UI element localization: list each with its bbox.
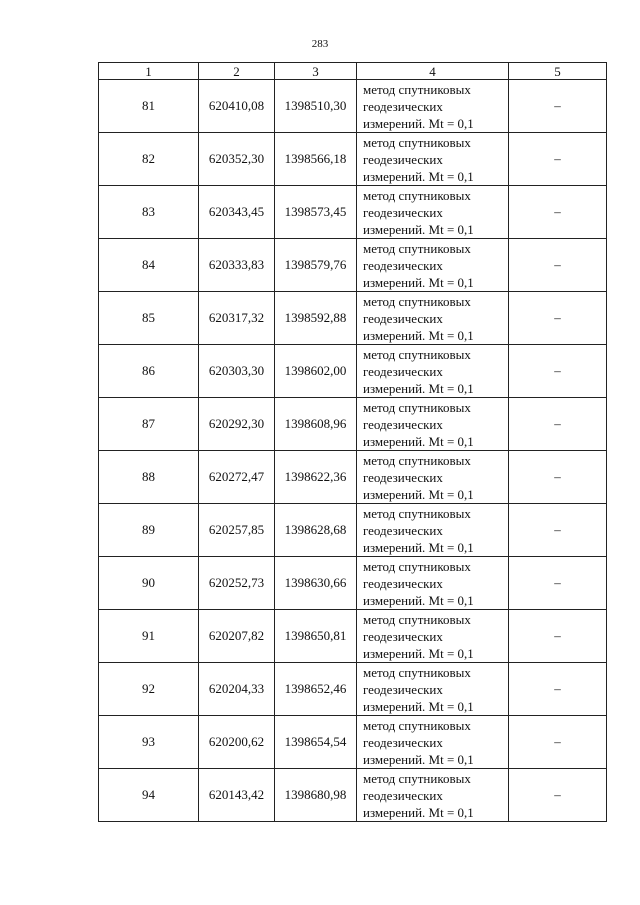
- method-cell: [357, 292, 509, 345]
- table-row: [99, 610, 607, 663]
- x-coordinate-cell: 620272,47: [199, 451, 275, 504]
- note-cell: –: [509, 663, 607, 716]
- method-text-line: геодезических: [363, 204, 443, 220]
- method-text-line: метод спутниковых: [363, 505, 471, 521]
- method-cell: [357, 345, 509, 398]
- method-cell: [357, 133, 509, 186]
- point-number-cell: 83: [99, 186, 199, 239]
- y-coordinate-cell: 1398602,00: [275, 345, 357, 398]
- y-coordinate-cell: 1398510,30: [275, 80, 357, 133]
- method-text-line: метод спутниковых: [363, 346, 471, 362]
- note-cell: –: [509, 716, 607, 769]
- y-coordinate-cell: 1398650,81: [275, 610, 357, 663]
- page-number: 283: [311, 38, 329, 50]
- table-row: [99, 557, 607, 610]
- point-number-cell: 88: [99, 451, 199, 504]
- method-text-line: метод спутниковых: [363, 611, 471, 627]
- y-coordinate-cell: 1398630,66: [275, 557, 357, 610]
- note-cell: –: [509, 451, 607, 504]
- y-coordinate-cell: 1398628,68: [275, 504, 357, 557]
- method-cell: [357, 663, 509, 716]
- method-text-line: измерений. Mt = 0,1: [363, 645, 474, 661]
- point-number-cell: 84: [99, 239, 199, 292]
- point-number-cell: 85: [99, 292, 199, 345]
- x-coordinate-cell: 620143,42: [199, 769, 275, 822]
- method-text-line: измерений. Mt = 0,1: [363, 592, 474, 608]
- y-coordinate-cell: 1398622,36: [275, 451, 357, 504]
- point-number-cell: 87: [99, 398, 199, 451]
- x-coordinate-cell: 620410,08: [199, 80, 275, 133]
- x-coordinate-cell: 620292,30: [199, 398, 275, 451]
- method-text-line: метод спутниковых: [363, 664, 471, 680]
- y-coordinate-cell: 1398680,98: [275, 769, 357, 822]
- method-cell: [357, 451, 509, 504]
- point-number-cell: 89: [99, 504, 199, 557]
- x-coordinate-cell: 620207,82: [199, 610, 275, 663]
- table-header-row: [99, 63, 607, 80]
- method-text-line: измерений. Mt = 0,1: [363, 274, 474, 290]
- method-cell: [357, 504, 509, 557]
- method-text-line: геодезических: [363, 363, 443, 379]
- x-coordinate-cell: 620252,73: [199, 557, 275, 610]
- method-cell: [357, 610, 509, 663]
- point-number-cell: 93: [99, 716, 199, 769]
- x-coordinate-cell: 620317,32: [199, 292, 275, 345]
- y-coordinate-cell: 1398566,18: [275, 133, 357, 186]
- table-row: [99, 345, 607, 398]
- method-text-line: метод спутниковых: [363, 399, 471, 415]
- column-header-4: 4: [357, 63, 509, 80]
- method-text-line: геодезических: [363, 469, 443, 485]
- method-text-line: метод спутниковых: [363, 134, 471, 150]
- column-header-5: 5: [509, 63, 607, 80]
- table-row: [99, 292, 607, 345]
- coordinates-table: [98, 62, 607, 822]
- note-cell: –: [509, 769, 607, 822]
- table-row: [99, 133, 607, 186]
- y-coordinate-cell: 1398652,46: [275, 663, 357, 716]
- table-row: [99, 716, 607, 769]
- method-text-line: метод спутниковых: [363, 770, 471, 786]
- y-coordinate-cell: 1398592,88: [275, 292, 357, 345]
- point-number-cell: 92: [99, 663, 199, 716]
- method-text-line: геодезических: [363, 522, 443, 538]
- x-coordinate-cell: 620333,83: [199, 239, 275, 292]
- method-text-line: измерений. Mt = 0,1: [363, 168, 474, 184]
- column-header-2: 2: [199, 63, 275, 80]
- point-number-cell: 90: [99, 557, 199, 610]
- note-cell: –: [509, 292, 607, 345]
- point-number-cell: 94: [99, 769, 199, 822]
- note-cell: –: [509, 504, 607, 557]
- method-text-line: геодезических: [363, 151, 443, 167]
- method-text-line: метод спутниковых: [363, 558, 471, 574]
- method-cell: [357, 716, 509, 769]
- method-text-line: измерений. Mt = 0,1: [363, 698, 474, 714]
- method-text-line: измерений. Mt = 0,1: [363, 751, 474, 767]
- table-row: [99, 398, 607, 451]
- table-row: [99, 80, 607, 133]
- method-text-line: метод спутниковых: [363, 81, 471, 97]
- x-coordinate-cell: 620352,30: [199, 133, 275, 186]
- method-cell: [357, 557, 509, 610]
- point-number-cell: 81: [99, 80, 199, 133]
- method-text-line: геодезических: [363, 310, 443, 326]
- method-text-line: метод спутниковых: [363, 187, 471, 203]
- table-row: [99, 663, 607, 716]
- method-text-line: геодезических: [363, 681, 443, 697]
- note-cell: –: [509, 610, 607, 663]
- method-cell: [357, 80, 509, 133]
- note-cell: –: [509, 345, 607, 398]
- note-cell: –: [509, 133, 607, 186]
- table-body: [99, 80, 607, 822]
- x-coordinate-cell: 620257,85: [199, 504, 275, 557]
- y-coordinate-cell: 1398608,96: [275, 398, 357, 451]
- method-text-line: геодезических: [363, 787, 443, 803]
- point-number-cell: 82: [99, 133, 199, 186]
- method-text-line: метод спутниковых: [363, 717, 471, 733]
- note-cell: –: [509, 80, 607, 133]
- table-row: [99, 504, 607, 557]
- x-coordinate-cell: 620303,30: [199, 345, 275, 398]
- x-coordinate-cell: 620343,45: [199, 186, 275, 239]
- method-text-line: измерений. Mt = 0,1: [363, 115, 474, 131]
- column-header-3: 3: [275, 63, 357, 80]
- method-text-line: измерений. Mt = 0,1: [363, 327, 474, 343]
- point-number-cell: 91: [99, 610, 199, 663]
- method-cell: [357, 769, 509, 822]
- method-text-line: геодезических: [363, 98, 443, 114]
- y-coordinate-cell: 1398573,45: [275, 186, 357, 239]
- y-coordinate-cell: 1398654,54: [275, 716, 357, 769]
- y-coordinate-cell: 1398579,76: [275, 239, 357, 292]
- table-row: [99, 239, 607, 292]
- method-text-line: измерений. Mt = 0,1: [363, 221, 474, 237]
- point-number-cell: 86: [99, 345, 199, 398]
- table-row: [99, 451, 607, 504]
- note-cell: –: [509, 186, 607, 239]
- method-text-line: геодезических: [363, 734, 443, 750]
- method-text-line: метод спутниковых: [363, 293, 471, 309]
- method-text-line: измерений. Mt = 0,1: [363, 804, 474, 820]
- method-text-line: измерений. Mt = 0,1: [363, 380, 474, 396]
- x-coordinate-cell: 620204,33: [199, 663, 275, 716]
- column-header-1: 1: [99, 63, 199, 80]
- method-text-line: геодезических: [363, 575, 443, 591]
- method-cell: [357, 398, 509, 451]
- method-text-line: метод спутниковых: [363, 240, 471, 256]
- x-coordinate-cell: 620200,62: [199, 716, 275, 769]
- note-cell: –: [509, 557, 607, 610]
- method-cell: [357, 186, 509, 239]
- method-text-line: геодезических: [363, 416, 443, 432]
- method-text-line: измерений. Mt = 0,1: [363, 539, 474, 555]
- method-text-line: измерений. Mt = 0,1: [363, 486, 474, 502]
- table-row: [99, 769, 607, 822]
- method-cell: [357, 239, 509, 292]
- method-text-line: геодезических: [363, 257, 443, 273]
- method-text-line: метод спутниковых: [363, 452, 471, 468]
- note-cell: –: [509, 239, 607, 292]
- note-cell: –: [509, 398, 607, 451]
- table-row: [99, 186, 607, 239]
- method-text-line: геодезических: [363, 628, 443, 644]
- method-text-line: измерений. Mt = 0,1: [363, 433, 474, 449]
